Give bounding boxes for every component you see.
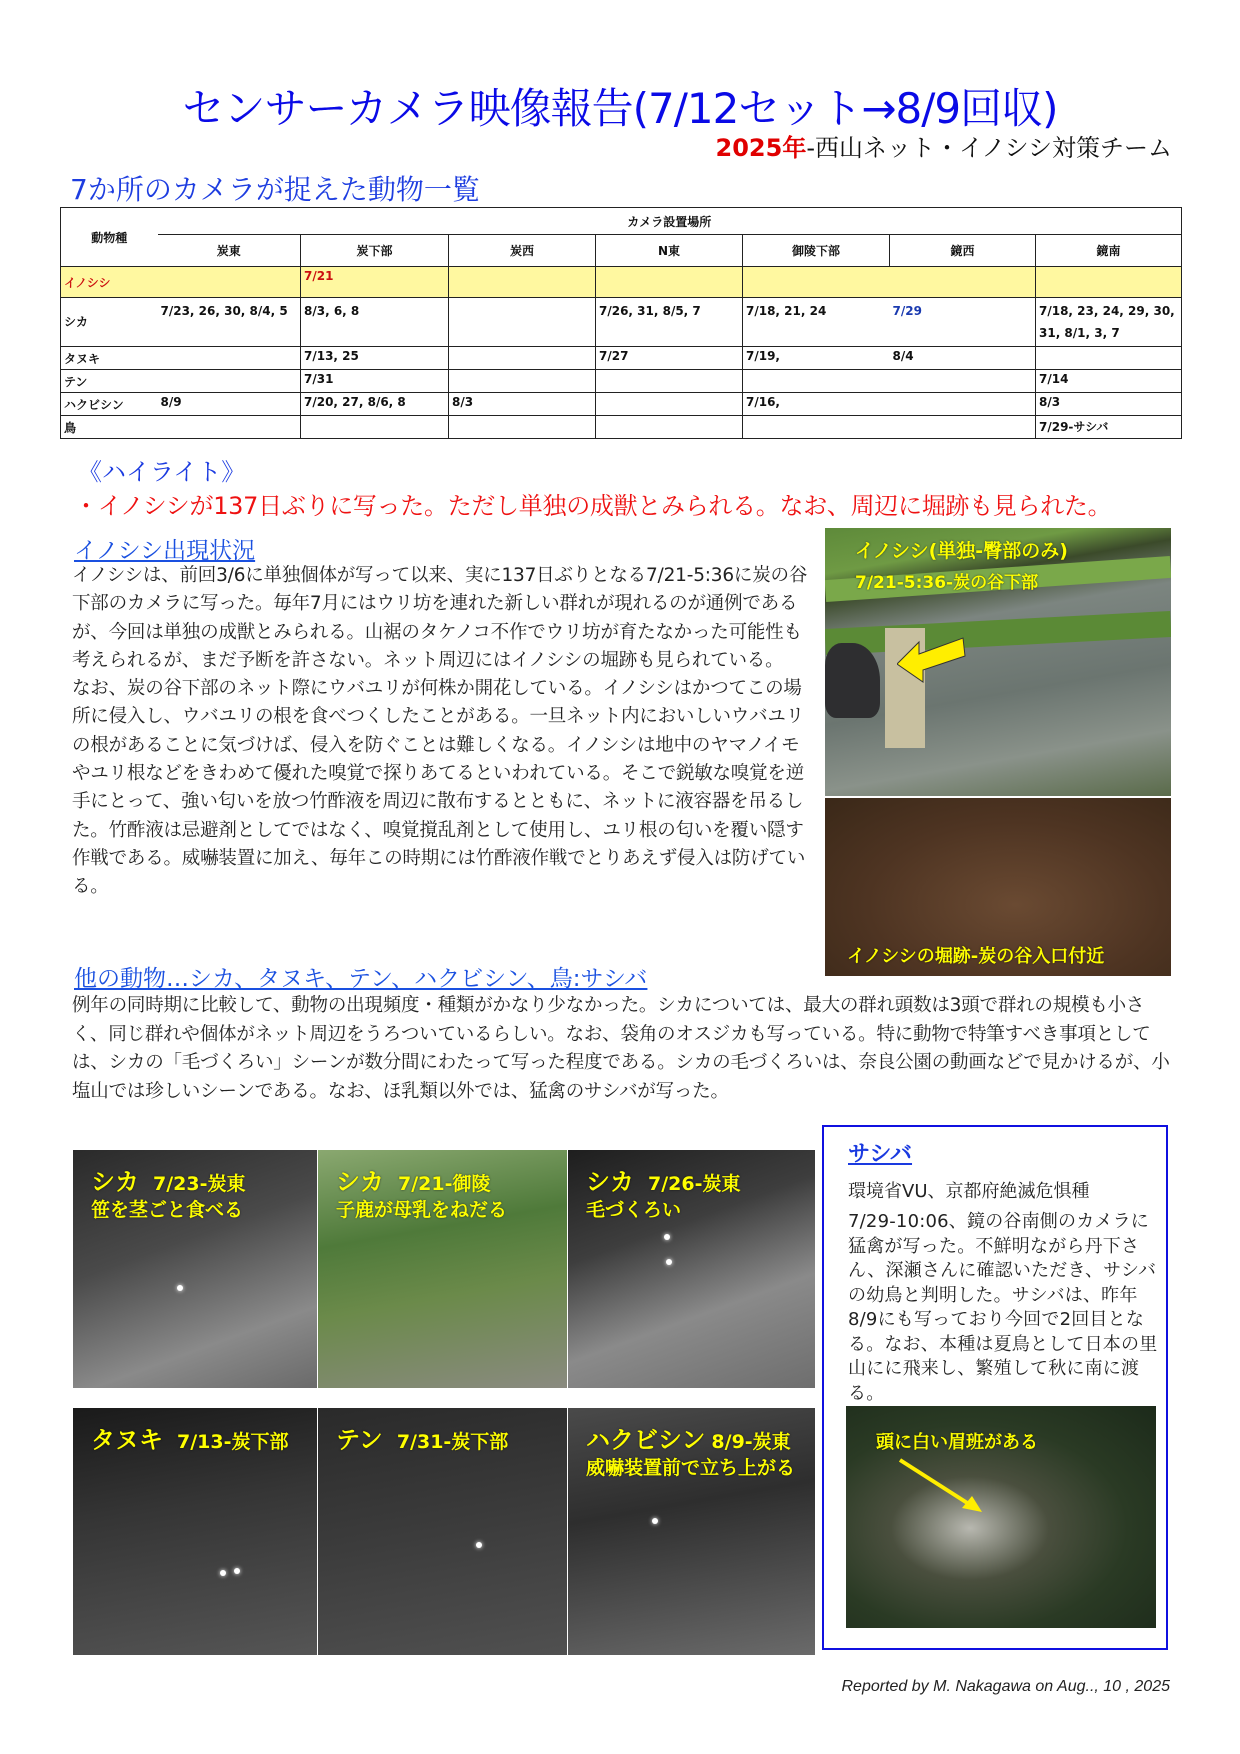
sighting-cell	[158, 416, 301, 439]
eye-glint	[476, 1542, 482, 1548]
sighting-cell	[449, 416, 596, 439]
sighting-cell: 7/26, 31, 8/5, 7	[596, 298, 743, 347]
eye-glint	[664, 1234, 670, 1240]
photo-note: 子鹿が母乳をねだる	[336, 1199, 508, 1221]
sighting-cell: 7/29	[890, 298, 1036, 347]
boar-photo-caption: 7/21-5:36-炭の谷下部	[855, 573, 1039, 593]
sighting-cell	[158, 370, 301, 393]
sighting-cell	[301, 416, 449, 439]
dig-photo-caption: イノシシの堀跡-炭の谷入口付近	[847, 946, 1105, 967]
team-name: -西山ネット・イノシシ対策チーム	[806, 134, 1172, 162]
species-header: 動物種	[61, 208, 158, 267]
boar-silhouette	[825, 643, 880, 718]
highlight-heading: 《ハイライト》	[78, 458, 246, 486]
photo-date: 7/21-御陵	[398, 1173, 491, 1195]
sighting-cell: 7/29-サシバ	[1036, 416, 1182, 439]
animal-photo	[568, 1150, 815, 1388]
boar-section-body	[72, 562, 812, 902]
species-name: タヌキ	[61, 347, 158, 370]
photo-date: 7/23-炭東	[153, 1173, 246, 1195]
eye-glint	[220, 1570, 226, 1576]
photo-species: シカ	[336, 1168, 384, 1196]
table-row	[61, 267, 1182, 298]
location-header: 炭下部	[301, 235, 449, 267]
photo-date: 8/9-炭東	[711, 1431, 791, 1453]
sighting-cell	[449, 267, 596, 298]
sighting-cell	[596, 393, 743, 416]
sighting-cell: 7/23, 26, 30, 8/4, 5	[158, 298, 301, 347]
table-row	[61, 416, 1182, 439]
sighting-cell	[743, 370, 890, 393]
sighting-cell: 7/20, 27, 8/6, 8	[301, 393, 449, 416]
animal-photo	[318, 1408, 567, 1655]
photo-note: 笹を茎ごと食べる	[91, 1199, 244, 1221]
sighting-cell	[1036, 267, 1182, 298]
photo-caption	[336, 1420, 508, 1455]
sashiba-box	[822, 1125, 1168, 1650]
eye-glint	[177, 1285, 183, 1291]
photo-species: ハクビシン	[586, 1426, 706, 1454]
photo-note: 毛づくろい	[586, 1199, 682, 1221]
sighting-cell	[449, 347, 596, 370]
location-header: 炭西	[449, 235, 596, 267]
sighting-cell: 7/19,	[743, 347, 890, 370]
animal-photo	[73, 1150, 317, 1388]
table-row	[61, 347, 1182, 370]
sighting-cell: 7/13, 25	[301, 347, 449, 370]
sighting-cell: 8/3	[1036, 393, 1182, 416]
sighting-cell	[890, 267, 1036, 298]
photo-date: 7/26-炭東	[648, 1173, 741, 1195]
page-title: センサーカメラ映像報告(7/12セット→8/9回収)	[182, 84, 1058, 133]
sighting-cell	[596, 267, 743, 298]
sighting-cell	[596, 370, 743, 393]
sighting-cell	[158, 267, 301, 298]
dig-trace-photo	[825, 798, 1171, 976]
sighting-cell: 7/21	[301, 267, 449, 298]
report-year: 2025年	[715, 134, 807, 162]
location-header: 御陵下部	[743, 235, 890, 267]
boar-paragraph: なお、炭の谷下部のネット際にウバユリが何株か開花している。イノシシはかつてこの場所に侵入し、ウバユリの根を食べつくしたことがある。一旦ネット内においしいウバユリの根があることに気づけば、侵入を防ぐことは難しくなる。イノシシは地中のヤマノイモやユリ根などをきわめて優れた嗅覚で探りあてるといわれている。そこで鋭敏な嗅覚を逆手にとって、強い匂いを放つ竹酢液を周辺に散布するとともに、ネットに液容器を吊るした。竹酢液は忌避剤としてではなく、嗅覚撹乱剤として使用し、ユリ根の匂いを覆い隠す作戦である。威嚇装置に加え、毎年この時期には竹酢液作戦でとりあえず侵入は防げている。	[72, 678, 806, 898]
sighting-cell: 7/14	[1036, 370, 1182, 393]
sighting-cell: 7/18, 21, 24	[743, 298, 890, 347]
sighting-cell	[743, 267, 890, 298]
photo-note: 威嚇装置前で立ち上がる	[586, 1457, 796, 1479]
photo-caption	[336, 1162, 491, 1197]
sighting-cell	[596, 416, 743, 439]
photo-date: 7/13-炭下部	[177, 1431, 289, 1453]
species-name: 鳥	[61, 416, 158, 439]
sighting-cell	[1036, 347, 1182, 370]
species-name: イノシシ	[61, 267, 158, 298]
other-animals-heading: 他の動物…シカ、タヌキ、テン、ハクビシン、鳥:サシバ	[74, 966, 648, 992]
sighting-cell: 7/27	[596, 347, 743, 370]
sighting-cell: 7/16,	[743, 393, 890, 416]
location-header: N東	[596, 235, 743, 267]
eye-glint	[652, 1518, 658, 1524]
table-row	[61, 393, 1182, 416]
table-heading: 7か所のカメラが捉えた動物一覧	[70, 173, 480, 206]
species-name: テン	[61, 370, 158, 393]
sashiba-photo-caption: 頭に白い眉班がある	[876, 1432, 1038, 1453]
sashiba-body: 7/29-10:06、鏡の谷南側のカメラに猛禽が写った。不鮮明ながら丹下さん、深瀬さんに確認いただき、サシバの幼鳥と判明した。サシバは、昨年8/9にも写っており今回で2回目となる。なお、本種は夏鳥として日本の里山にに飛来し、繁殖して秋に南に渡る。	[848, 1211, 1158, 1404]
animal-photo	[73, 1408, 317, 1655]
arrow-icon	[896, 1456, 986, 1516]
sighting-cell	[743, 416, 890, 439]
eye-glint	[234, 1568, 240, 1574]
boar-paragraph: イノシシは、前回3/6に単独個体が写って以来、実に137日ぶりとなる7/21-5:36に炭の谷下部のカメラに写った。毎年7月にはウリ坊を連れた新しい群れが現れるのが通例であるが、今回は単独の成獣とみられる。山裾のタケノコ不作でウリ坊が育たなかった可能性も考えられるが、まだ予断を許さない。ネット周辺にはイノシシの堀跡も見られている。	[72, 565, 808, 671]
sighting-cell: 7/31	[301, 370, 449, 393]
location-group-header: カメラ設置場所	[158, 208, 1182, 235]
animal-photo	[318, 1150, 567, 1388]
photo-species: テン	[336, 1426, 383, 1454]
photo-species: シカ	[91, 1168, 139, 1196]
sighting-cell: 7/18, 23, 24, 29, 30, 31, 8/1, 3, 7	[1036, 298, 1182, 347]
boar-photo	[825, 528, 1171, 796]
location-header: 鏡西	[890, 235, 1036, 267]
team-subtitle	[716, 128, 1172, 163]
photo-caption	[586, 1420, 791, 1455]
sighting-cell	[890, 416, 1036, 439]
sighting-cell	[449, 298, 596, 347]
table-row	[61, 370, 1182, 393]
species-name: ハクビシン	[61, 393, 158, 416]
sighting-cell: 8/3	[449, 393, 596, 416]
other-animals-body: 例年の同時期に比較して、動物の出現頻度・種類がかなり少なかった。シカについては、最大の群れ頭数は3頭で群れの規模も小さく、同じ群れや個体がネット周辺をうろついているらしい。なお、袋角のオスジカも写っている。特に動物で特筆すべき事項としては、シカの「毛づくろい」シーンが数分間にわたって写った程度である。シカの毛づくろいは、奈良公園の動画などで見かけるが、小塩山では珍しいシーンである。なお、ほ乳類以外では、猛禽のサシバが写った。	[72, 995, 1170, 1102]
sighting-cell	[449, 370, 596, 393]
highlight-text: ・イノシシが137日ぶりに写った。ただし単独の成獣とみられる。なお、周辺に堀跡も見られた。	[74, 492, 1112, 520]
photo-caption	[91, 1420, 289, 1455]
sashiba-status: 環境省VU、京都府絶滅危惧種	[848, 1181, 1090, 1202]
table-row	[61, 298, 1182, 347]
photo-species: シカ	[586, 1168, 634, 1196]
photo-caption	[91, 1162, 246, 1197]
sashiba-photo	[846, 1406, 1156, 1628]
location-header: 鏡南	[1036, 235, 1182, 267]
sighting-cell: 8/9	[158, 393, 301, 416]
animal-photo	[568, 1408, 815, 1655]
species-name: シカ	[61, 298, 158, 347]
report-footer: Reported by M. Nakagawa on Aug.., 10 , 2025	[841, 1678, 1170, 1695]
sighting-cell	[890, 370, 1036, 393]
sighting-cell: 8/4	[890, 347, 1036, 370]
boar-photo-caption: イノシシ(単独-臀部のみ)	[855, 540, 1068, 562]
photo-species: タヌキ	[91, 1426, 163, 1454]
location-header: 炭東	[158, 235, 301, 267]
photo-caption	[586, 1162, 741, 1197]
sighting-cell: 8/3, 6, 8	[301, 298, 449, 347]
boar-section-heading: イノシシ出現状況	[74, 538, 256, 564]
eye-glint	[666, 1259, 672, 1265]
sashiba-heading: サシバ	[848, 1142, 913, 1167]
sighting-cell	[158, 347, 301, 370]
arrow-icon	[897, 636, 967, 686]
species-table	[60, 207, 1182, 439]
sighting-cell	[890, 393, 1036, 416]
photo-date: 7/31-炭下部	[396, 1431, 509, 1453]
fallen-log	[825, 611, 1171, 655]
